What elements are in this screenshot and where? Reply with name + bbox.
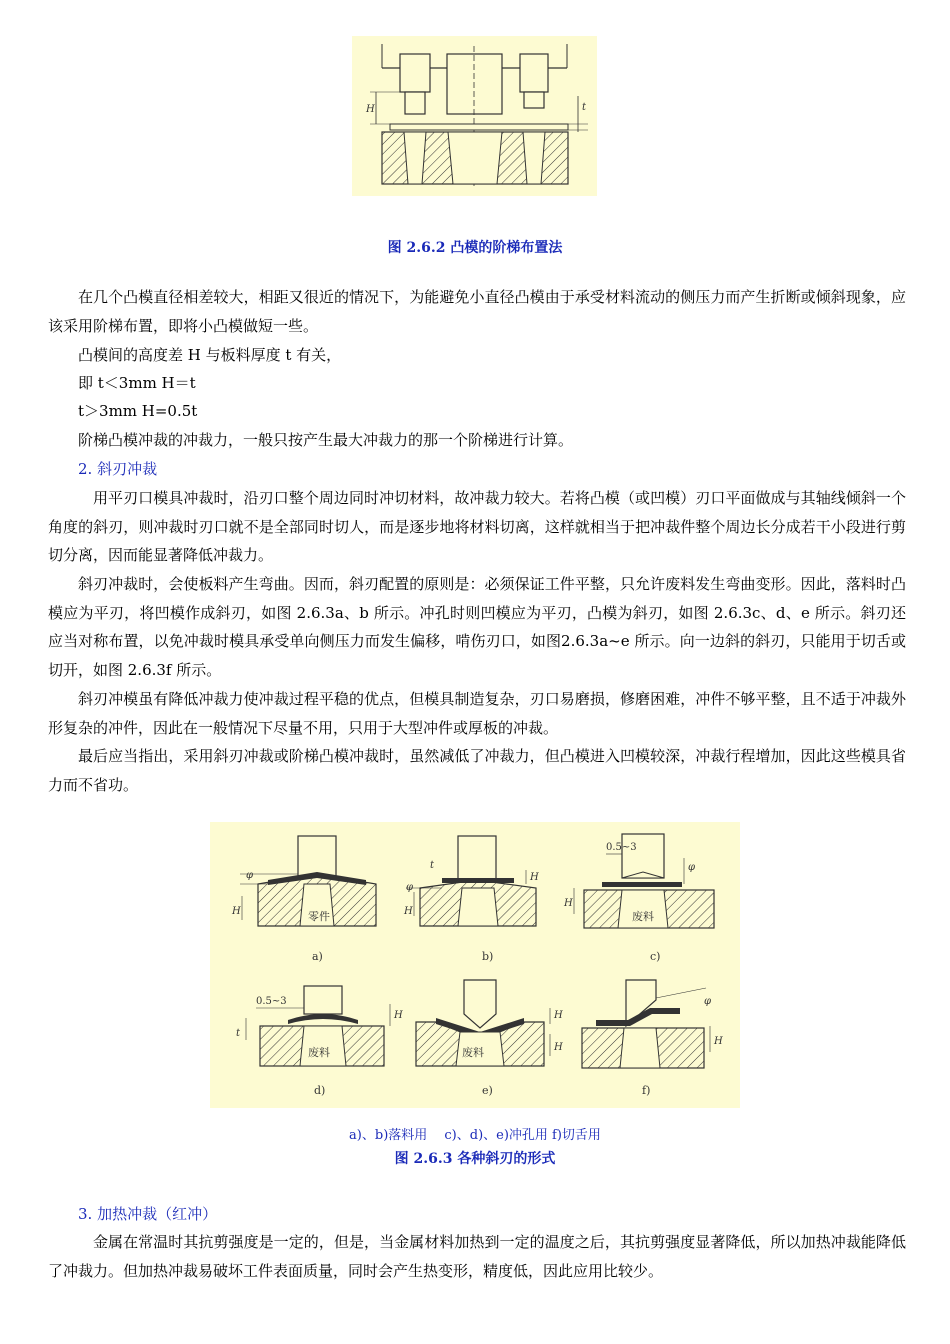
figure-stepped-punch xyxy=(352,36,597,196)
dim-label-c: 0.5~3 xyxy=(606,842,637,853)
h-label-b: H xyxy=(404,906,413,917)
phi-label-b: φ xyxy=(406,882,414,893)
stepped-punch-diagram xyxy=(352,36,597,196)
bevel-forms-diagram xyxy=(210,822,740,1108)
h-label-c: H xyxy=(564,898,573,909)
t-label-d: t xyxy=(236,1028,241,1039)
panel-label-c: c) xyxy=(650,950,661,963)
phi-label-a: φ xyxy=(246,870,254,881)
h-label-f: H xyxy=(714,1036,723,1047)
figure-bevel-forms xyxy=(210,822,740,1108)
panel-label-a: a) xyxy=(312,950,323,963)
panel-label-d: d) xyxy=(314,1084,326,1097)
panel-e xyxy=(416,980,563,1097)
paragraph-stepped-force: 阶梯凸模冲裁的冲裁力，一般只按产生最大冲裁力的那一个阶梯进行计算。 xyxy=(78,431,574,449)
h-label-d: H xyxy=(394,1010,403,1021)
panel-label-e: e) xyxy=(482,1084,493,1097)
h2-label-e: H xyxy=(554,1042,563,1053)
panel-a xyxy=(231,836,376,963)
section-heading-hot-blanking: 3. 加热冲裁（红冲） xyxy=(78,1205,218,1223)
panel-label-b: b) xyxy=(482,950,494,963)
dim-h-label: H xyxy=(366,104,375,115)
part-label-d: 废料 xyxy=(308,1046,330,1059)
panel-d xyxy=(236,986,403,1097)
figure-2-6-3-caption: 图 2.6.3 各种斜刃的形式 xyxy=(394,1151,556,1167)
panel-c xyxy=(563,834,714,963)
part-label-a: 零件 xyxy=(308,910,330,923)
paragraph-height-diff: 凸模间的高度差 H 与板料厚度 t 有关， xyxy=(78,346,342,364)
part-label-c: 废料 xyxy=(632,910,654,923)
paragraph-bevel-pros-cons: 斜刃冲模虽有降低冲裁力使冲裁过程平稳的优点，但模具制造复杂，刃口易磨损，修磨困难，冲件不够平整，且不适于冲裁外形复杂的冲件，因此在一般情况下尽量不用，只用于大型冲件或厚板的冲裁。 xyxy=(48,690,906,737)
figure-2-6-2-caption: 图 2.6.2 凸模的阶梯布置法 xyxy=(387,240,563,256)
dim-t-label: t xyxy=(582,102,587,113)
phi-label-c: φ xyxy=(688,862,696,873)
part-label-e: 废料 xyxy=(462,1046,484,1059)
formula-thick: t＞3mm H=0.5t xyxy=(78,402,198,420)
paragraph-bevel-conclusion: 最后应当指出，采用斜刃冲裁或阶梯凸模冲裁时，虽然减低了冲裁力，但凸模进入凹模较深，冲裁行程增加，因此这些模具省力而不省功。 xyxy=(48,747,906,794)
panel-f xyxy=(582,980,723,1097)
h-label-e: H xyxy=(554,1010,563,1021)
paragraph-bevel-principle: 斜刃冲裁时，会使板料产生弯曲。因而，斜刃配置的原则是：必须保证工件平整，只允许废料发生弯曲变形。因此，落料时凸模应为平刃，将凹模作成斜刃，如图 2.6.3a、b 所示。冲孔时则凹模应为平刃，凸模为斜刃，如图 2.6.3c、d、e 所示。斜刃还应当对称布置，以免冲裁时模具承受单向侧压力而发生偏移，啃伤刃口，如图2.6.3a~e 所示。向一边斜的斜刃，只能用于切舌或切开，如图 2.6.3f 所示。 xyxy=(48,575,906,679)
dim-label-d: 0.5~3 xyxy=(256,996,287,1007)
panel-label-f: f) xyxy=(642,1084,651,1097)
phi-label-f: φ xyxy=(704,996,712,1007)
panel-b xyxy=(403,836,539,963)
h-label-a: H xyxy=(232,906,241,917)
figure-2-6-3-subcaption: a)、b)落料用 c)、d)、e)冲孔用 f)切舌用 xyxy=(349,1128,601,1143)
formula-thin: 即 t＜3mm H＝t xyxy=(78,374,196,392)
paragraph-hot-blanking: 金属在常温时其抗剪强度是一定的，但是，当金属材料加热到一定的温度之后，其抗剪强度显著降低，所以加热冲裁能降低了冲裁力。但加热冲裁易破坏工件表面质量，同时会产生热变形，精度低，因此应用比较少。 xyxy=(48,1233,906,1280)
paragraph-stepped-intro: 在几个凸模直径相差较大，相距又很近的情况下，为能避免小直径凸模由于承受材料流动的侧压力而产生折断或倾斜现象，应该采用阶梯布置，即将小凸模做短一些。 xyxy=(48,288,906,335)
paragraph-bevel-intro: 用平刃口模具冲裁时，沿刃口整个周边同时冲切材料，故冲裁力较大。若将凸模（或凹模）刃口平面做成与其轴线倾斜一个角度的斜刃，则冲裁时刃口就不是全部同时切人，而是逐步地将材料切离，这样就相当于把冲裁件整个周边长分成若干小段进行剪切分离，因而能显著降低冲裁力。 xyxy=(48,489,906,564)
t-label-b: t xyxy=(430,860,435,871)
h2-label-b: H xyxy=(530,872,539,883)
section-heading-bevel: 2. 斜刃冲裁 xyxy=(78,460,158,478)
